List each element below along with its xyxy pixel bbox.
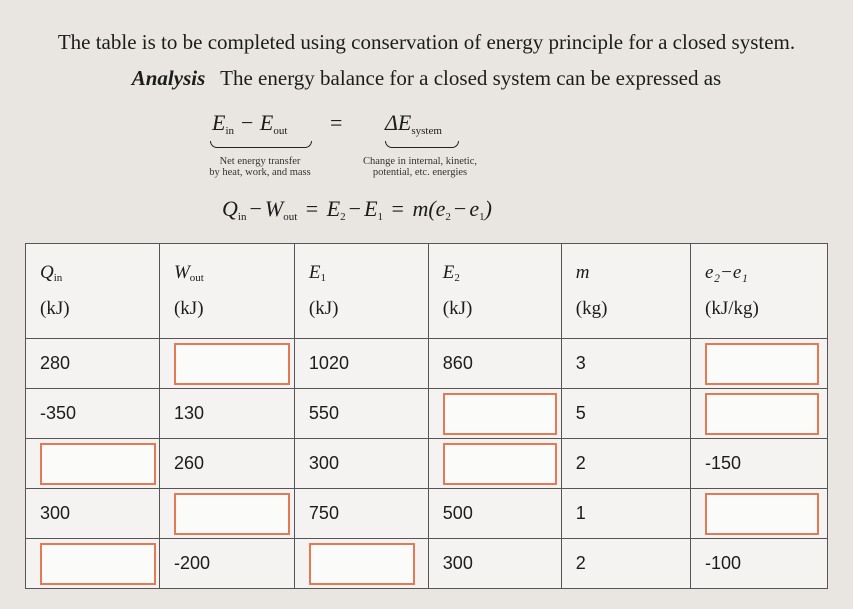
cell-value: 550 [308, 403, 339, 423]
cell-value: -100 [705, 553, 742, 573]
cell-value: 860 [442, 353, 473, 373]
table-cell [561, 539, 690, 589]
table-cell[interactable] [26, 539, 160, 589]
table-cell [294, 489, 428, 539]
header-symbol: Qin [40, 262, 63, 284]
table-cell [159, 439, 294, 489]
table-cell[interactable] [294, 539, 428, 589]
net-transfer-brace [210, 141, 312, 148]
table-cell [26, 389, 160, 439]
energy-table [25, 243, 828, 589]
cell-value: 750 [308, 503, 339, 523]
header-subscript: in [53, 272, 63, 284]
header-symbol: m [575, 262, 590, 283]
header-subscript: out [189, 272, 204, 284]
answer-box[interactable] [705, 393, 819, 435]
header-subscript: 2 [454, 272, 460, 284]
header-unit: (kg) [575, 298, 608, 319]
header-cell [561, 244, 690, 339]
table-cell [691, 439, 828, 489]
header-symbol: e₂−e₁ [705, 262, 748, 283]
table-row [26, 489, 828, 539]
table-cell [159, 539, 294, 589]
answer-box[interactable] [174, 343, 290, 385]
table-cell [428, 489, 561, 539]
header-cell [691, 244, 828, 339]
cell-value: 130 [173, 403, 205, 423]
answer-box[interactable] [443, 393, 557, 435]
header-unit: (kJ) [173, 298, 204, 319]
answer-box[interactable] [40, 543, 156, 585]
table-cell [428, 539, 561, 589]
table-cell[interactable] [691, 339, 828, 389]
table-cell[interactable] [26, 439, 160, 489]
change-note: Change in internal, kinetic, potential, etc. energies [362, 156, 477, 178]
header-unit: (kJ) [442, 298, 473, 319]
table-header-row [26, 244, 828, 339]
header-symbol: Wout [173, 262, 204, 284]
cell-value: 280 [40, 353, 71, 373]
answer-box[interactable] [40, 443, 156, 485]
table-cell [159, 389, 294, 439]
header-unit: (kJ) [308, 298, 339, 319]
table-cell [561, 389, 690, 439]
cell-value: 300 [40, 503, 71, 523]
header-cell [159, 244, 294, 339]
energy-in-minus-out: $E_{in} - E_{out}$ [212, 110, 288, 137]
table-cell [294, 439, 428, 489]
cell-value: 5 [575, 403, 586, 423]
cell-value: 1 [575, 503, 586, 523]
delta-e-system: $\Delta E_{system}$ [385, 110, 442, 137]
header-cell [428, 244, 561, 339]
cell-value: -200 [173, 553, 210, 573]
answer-box[interactable] [309, 543, 415, 585]
table-row [26, 389, 828, 439]
table-cell [691, 539, 828, 589]
table-row [26, 539, 828, 589]
answer-box[interactable] [705, 343, 819, 385]
cell-value: 500 [442, 503, 473, 523]
table-cell [561, 339, 690, 389]
header-unit: (kJ) [40, 298, 70, 319]
cell-value: -150 [705, 453, 742, 473]
table-cell [294, 339, 428, 389]
problem-statement: The table is to be completed using conservation of energy principle for a closed system. [57, 30, 796, 54]
analysis-line [0, 66, 853, 91]
analysis-text: The energy balance for a closed system can be expressed as [220, 66, 722, 90]
table-cell [26, 339, 160, 389]
header-symbol: E2 [442, 262, 460, 284]
table-row [26, 439, 828, 489]
header-cell [294, 244, 428, 339]
analysis-label: Analysis [131, 66, 206, 90]
cell-value: 3 [575, 353, 586, 373]
answer-box[interactable] [174, 493, 290, 535]
cell-value: 2 [575, 453, 586, 473]
table-cell[interactable] [691, 389, 828, 439]
header-subscript: 1 [320, 272, 327, 284]
net-transfer-note: Net energy transfer by heat, work, and mass [209, 156, 311, 178]
cell-value: 300 [442, 553, 473, 573]
expanded-energy-balance: $Q_{in} - W_{out} = E_2 - E_1 = m(e_2 - e_1)$ [222, 196, 492, 223]
table-cell [428, 339, 561, 389]
cell-value: -350 [40, 403, 77, 423]
cell-value: 300 [308, 453, 339, 473]
table-cell[interactable] [428, 389, 561, 439]
table-cell[interactable] [691, 489, 828, 539]
answer-box[interactable] [705, 493, 819, 535]
table-row [26, 339, 828, 389]
table-cell [561, 489, 690, 539]
cell-value: 2 [575, 553, 586, 573]
table-cell[interactable] [159, 339, 294, 389]
change-brace [385, 141, 459, 148]
table-cell [294, 389, 428, 439]
table-cell[interactable] [159, 489, 294, 539]
answer-box[interactable] [443, 443, 557, 485]
header-unit: (kJ/kg) [705, 298, 759, 319]
table-cell[interactable] [428, 439, 561, 489]
table-cell [26, 489, 160, 539]
header-cell [26, 244, 160, 339]
cell-value: 260 [173, 453, 205, 473]
table-cell [561, 439, 690, 489]
header-symbol: E1 [308, 262, 327, 284]
equals-sign: = [330, 110, 343, 135]
cell-value: 1020 [308, 353, 349, 373]
